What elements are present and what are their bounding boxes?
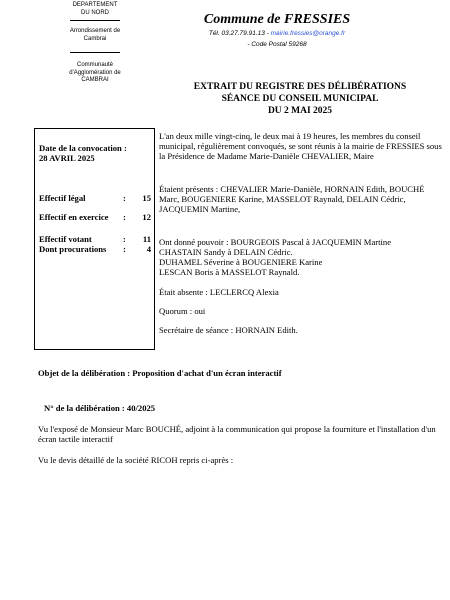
commune-title: Commune de FRESSIES (203, 12, 351, 27)
contact-line (188, 30, 366, 37)
pouvoir-line: DUHAMEL Séverine à BOUGENIERE Karine (159, 257, 323, 267)
effectif-label: Effectif légal (39, 193, 86, 203)
effectif-value: 4 (146, 244, 151, 254)
quorum-line: Quorum : oui (159, 306, 206, 316)
numero-deliberation: N° de la délibération : 40/2025 (44, 403, 156, 413)
presents-list: Étaient présents : CHEVALIER Marie-Danièle, HORNAIN Edith, BOUCHÉ Marc, BOUGENIERE Karine, MASSELOT Raynald, DELAIN Cédric, JACQUEMIN Martine, (159, 184, 425, 214)
effectif-label: Effectif en exercice (39, 212, 109, 222)
arrondissement-label: Arrondissement de Cambrai (69, 28, 121, 42)
pouvoir-line: LESCAN Boris à MASSELOT Raynald. (159, 267, 300, 277)
convocation-label: Date de la convocation : (39, 143, 127, 153)
pouvoir-line: CHASTAIN Sandy à DELAIN Cédric. (159, 247, 293, 257)
colon: : (123, 193, 126, 203)
meeting-intro: L'an deux mille vingt-cinq, le deux mai à 19 heures, les membres du conseil municipal, régulièrement convoqués, se sont réunis à la mairie de FRESSIES sous la Présidence de Madame Marie-Danièle CHEVALIER, Maire (159, 131, 442, 161)
department-label: DEPARTEMENT DU NORD (72, 2, 118, 16)
colon: : (123, 244, 126, 254)
effectif-legal-row (39, 193, 151, 203)
session-date: DU 2 MAI 2025 (267, 106, 333, 116)
effectif-value: 11 (142, 234, 151, 244)
pouvoir-line: Ont donné pouvoir : BOURGEOIS Pascal à JACQUEMIN Martine (159, 237, 392, 247)
email-link[interactable]: mairie.fressies@orange.fr (270, 30, 346, 37)
secretaire-line: Secrétaire de séance : HORNAIN Edith. (159, 325, 298, 335)
effectif-exercice-row (39, 212, 151, 222)
devis-paragraph: Vu le devis détaillé de la société RICOH repris ci-après : (38, 455, 234, 465)
divider (70, 52, 120, 53)
effectif-value: 12 (142, 212, 151, 222)
effectif-label: Dont procurations (39, 244, 107, 254)
postal-code: - Code Postal 59268 (247, 41, 307, 48)
communaute-label: Communauté d'Agglomération de CAMBRAI (69, 62, 121, 83)
absente-line: Était absente : LECLERCQ Alexia (159, 287, 279, 297)
objet-deliberation: Objet de la délibération : Proposition d'achat d'un écran interactif (38, 368, 282, 378)
effectif-value: 15 (142, 193, 151, 203)
procurations-row (39, 244, 151, 254)
session-title: SÉANCE DU CONSEIL MUNICIPAL (221, 94, 379, 104)
effectif-label: Effectif votant (39, 234, 92, 244)
colon: : (123, 234, 126, 244)
convocation-date: 28 AVRIL 2025 (39, 153, 95, 163)
expose-paragraph: Vu l'exposé de Monsieur Marc BOUCHÉ, adjoint à la communication qui propose la fourniture et l'installation d'un écran tactile interactif (38, 424, 436, 444)
colon: : (123, 212, 126, 222)
convocation-box (34, 128, 155, 350)
register-title: EXTRAIT DU REGISTRE DES DÉLIBÉRATIONS (193, 82, 407, 92)
effectif-votant-row (39, 234, 151, 244)
telephone: Tél. 03.27.79.91.13 - (208, 30, 271, 37)
divider (70, 20, 120, 21)
